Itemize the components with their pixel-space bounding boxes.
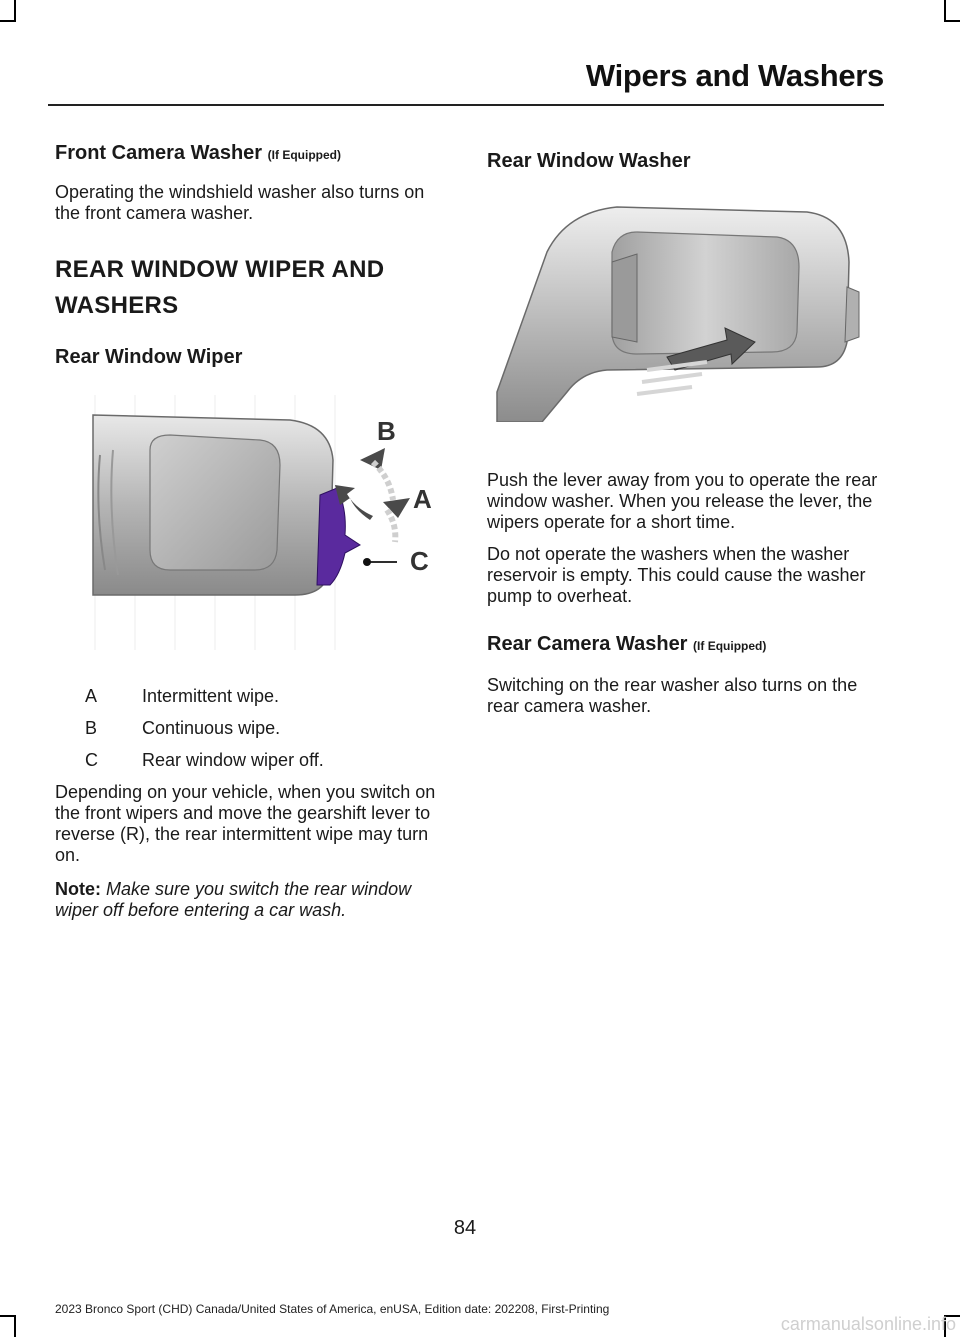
definition-key: C — [85, 750, 98, 770]
rear-washer-heading: Rear Window Washer — [487, 150, 691, 172]
rear-washer-figure — [487, 192, 882, 422]
callout-b: B — [377, 416, 396, 446]
crop-mark — [944, 20, 960, 22]
header-rule — [48, 104, 884, 106]
section-heading-line2: WASHERS — [55, 292, 179, 319]
definition-row — [55, 750, 450, 771]
callout-c: C — [410, 546, 429, 576]
watermark: carmanualsonline.info — [780, 1314, 956, 1334]
rear-camera-heading — [487, 631, 882, 659]
callout-definitions — [55, 686, 450, 771]
page-number: 84 — [453, 1217, 477, 1239]
front-camera-body: Operating the windshield washer also turns on the front camera washer. — [55, 182, 425, 223]
washer-instructions: Push the lever away from you to operate the rear window washer. When you release the lever, the wipers operate for a short time. — [487, 470, 878, 532]
definition-row — [55, 718, 450, 739]
crop-mark — [14, 1315, 16, 1337]
note-label: Note: — [55, 879, 101, 899]
definition-row — [55, 686, 450, 707]
wiper-lever-illustration — [55, 390, 450, 660]
front-camera-qualifier: (If Equipped) — [267, 148, 341, 162]
crop-mark — [0, 1315, 16, 1317]
definition-key: A — [85, 686, 98, 706]
page-title: Wipers and Washers — [585, 58, 884, 93]
crop-mark — [0, 20, 16, 22]
reverse-gear-paragraph: Depending on your vehicle, when you switch on the front wipers and move the gearshift lever to reverse (R), the rear intermittent wipe may turn on. — [55, 782, 436, 865]
washer-warning: Do not operate the washers when the washer reservoir is empty. This could cause the washer pump to overheat. — [487, 544, 866, 606]
definition-key: B — [85, 718, 98, 738]
note-text: Make sure you switch the rear window wiper off before entering a car wash. — [55, 879, 412, 920]
edition-line: 2023 Bronco Sport (CHD) Canada/United States of America, enUSA, Edition date: 202208, First-Printing — [55, 1302, 610, 1316]
definition-value: Intermittent wipe. — [142, 686, 280, 706]
crop-mark — [14, 0, 16, 22]
section-heading-line1: REAR WINDOW WIPER AND — [55, 256, 385, 283]
note-paragraph — [55, 879, 450, 921]
definition-value: Continuous wipe. — [142, 718, 281, 738]
rear-camera-qualifier: (If Equipped) — [693, 639, 767, 653]
rear-wiper-heading: Rear Window Wiper — [55, 346, 243, 368]
rear-camera-heading-text: Rear Camera Washer — [487, 633, 688, 655]
front-camera-heading-text: Front Camera Washer — [55, 142, 263, 164]
washer-lever-illustration — [487, 192, 882, 422]
callout-a: A — [413, 484, 432, 514]
front-camera-heading — [55, 140, 450, 168]
rear-camera-body: Switching on the rear washer also turns on the rear camera washer. — [487, 675, 858, 716]
rear-wiper-figure — [55, 390, 450, 660]
lever-tip — [317, 488, 360, 585]
crop-mark — [944, 0, 946, 22]
left-column — [55, 140, 450, 921]
right-column — [487, 140, 882, 717]
definition-value: Rear window wiper off. — [142, 750, 324, 770]
